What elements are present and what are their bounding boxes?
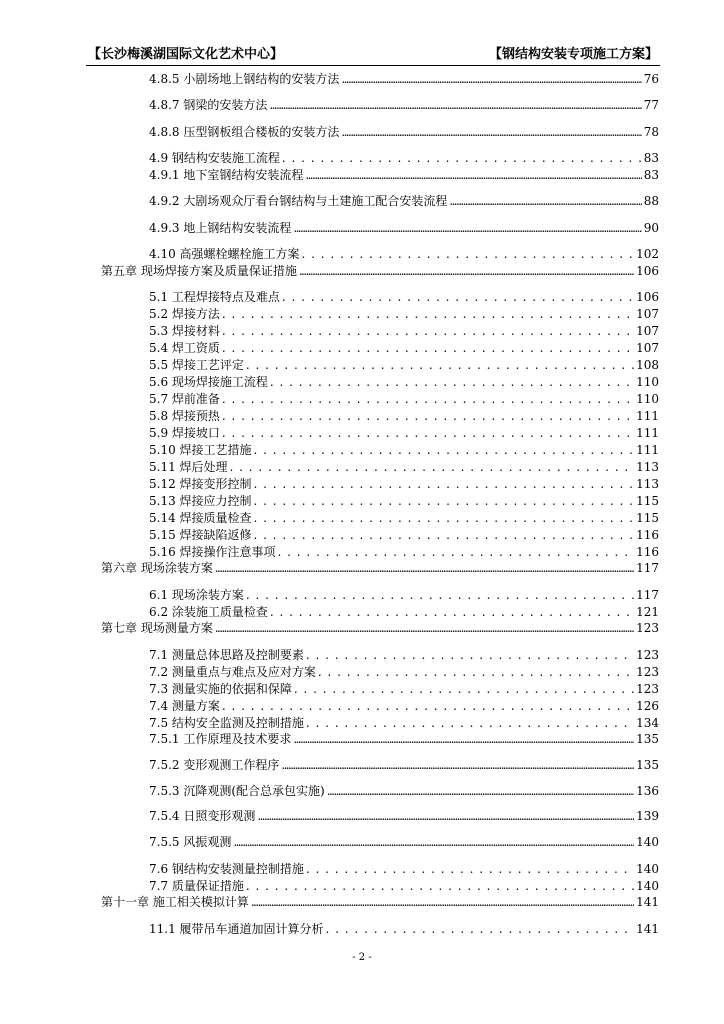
toc-leader xyxy=(254,442,635,458)
toc-entry-title: 4.9 钢结构安装施工流程 xyxy=(149,151,280,165)
toc-page-number: 123 xyxy=(636,682,659,696)
toc-leader xyxy=(299,263,634,279)
toc-entry[interactable] xyxy=(149,715,659,731)
toc-leader xyxy=(341,124,641,140)
toc-leader xyxy=(222,425,634,441)
toc-leader xyxy=(282,289,634,305)
toc-leader xyxy=(257,808,634,824)
toc-leader xyxy=(222,340,634,356)
toc-entry[interactable] xyxy=(149,124,659,140)
toc-entry[interactable] xyxy=(149,921,659,937)
toc-entry-title: 7.4 测量方案 xyxy=(149,699,220,713)
toc-entry-title: 5.8 焊接预热 xyxy=(149,409,220,423)
toc-page-number: 113 xyxy=(636,477,659,491)
toc-entry[interactable] xyxy=(149,544,659,560)
toc-entry[interactable] xyxy=(149,425,659,441)
toc-entry-title: 4.8.7 钢梁的安装方法 xyxy=(149,98,268,112)
toc-page-number: 115 xyxy=(636,511,659,525)
toc-leader xyxy=(270,604,634,620)
toc-page-number: 110 xyxy=(636,392,659,406)
toc-page-number: 108 xyxy=(636,358,659,372)
toc-entry[interactable] xyxy=(149,220,659,236)
toc-page-number: 111 xyxy=(636,409,659,423)
toc-page-number: 135 xyxy=(636,732,659,746)
toc-entry[interactable] xyxy=(149,783,659,799)
toc-leader xyxy=(449,193,641,209)
toc-entry-title: 5.6 现场焊接施工流程 xyxy=(149,375,268,389)
toc-page-number: 134 xyxy=(636,716,659,730)
toc-entry[interactable] xyxy=(149,604,659,620)
header-document-title: 【钢结构安装专项施工方案】 xyxy=(488,47,658,62)
toc-entry-title: 5.13 焊接应力控制 xyxy=(149,494,252,508)
toc-entry[interactable] xyxy=(149,878,659,894)
toc-chapter-entry[interactable] xyxy=(101,560,659,576)
toc-leader xyxy=(254,493,635,509)
toc-leader xyxy=(254,510,635,526)
toc-entry-title: 4.8.8 压型钢板组合楼板的安装方法 xyxy=(149,125,340,139)
toc-chapter-entry[interactable] xyxy=(101,263,659,279)
toc-entry-title: 7.5 结构安全监测及控制措施 xyxy=(149,716,304,730)
toc-page-number: 102 xyxy=(636,247,659,261)
toc-page-number: 83 xyxy=(643,151,659,165)
toc-entry-title: 7.5.4 日照变形观测 xyxy=(149,809,256,823)
toc-entry-title: 4.9.3 地上钢结构安装流程 xyxy=(149,221,292,235)
toc-entry[interactable] xyxy=(149,97,659,113)
toc-entry[interactable] xyxy=(149,408,659,424)
toc-leader xyxy=(302,246,635,262)
toc-page-number: 90 xyxy=(643,221,659,235)
toc-page-number: 88 xyxy=(643,194,659,208)
toc-entry[interactable] xyxy=(149,808,659,824)
toc-entry[interactable] xyxy=(149,587,659,603)
toc-entry-title: 4.9.1 地下室钢结构安装流程 xyxy=(149,168,304,182)
toc-page-number: 116 xyxy=(636,545,659,559)
toc-entry-title: 7.2 测量重点与难点及应对方案 xyxy=(149,665,316,679)
toc-entry[interactable] xyxy=(149,167,659,183)
toc-leader xyxy=(293,220,641,236)
toc-entry[interactable] xyxy=(149,861,659,877)
toc-page-number: 140 xyxy=(636,879,659,893)
toc-entry[interactable] xyxy=(149,150,659,166)
toc-leader xyxy=(222,391,634,407)
toc-page-number: 107 xyxy=(636,324,659,338)
toc-leader xyxy=(270,374,634,390)
toc-leader xyxy=(230,459,635,475)
toc-page-number: 140 xyxy=(636,862,659,876)
toc-leader xyxy=(305,167,641,183)
toc-entry-title: 5.5 焊接工艺评定 xyxy=(149,358,244,372)
toc-entry-title: 5.1 工程焊接特点及难点 xyxy=(149,290,280,304)
toc-entry-title: 6.2 涂装施工质量检查 xyxy=(149,605,268,619)
toc-entry-title: 第十一章 施工相关模拟计算 xyxy=(101,895,249,909)
toc-entry[interactable] xyxy=(149,323,659,339)
toc-entry-title: 7.3 测量实施的依据和保障 xyxy=(149,682,292,696)
toc-page-number: 117 xyxy=(636,561,659,575)
toc-page-number: 141 xyxy=(636,922,659,936)
toc-entry[interactable] xyxy=(149,476,659,492)
toc-page-number: 123 xyxy=(636,665,659,679)
toc-entry[interactable] xyxy=(149,834,659,850)
toc-page-number: 110 xyxy=(636,375,659,389)
toc-leader xyxy=(278,544,635,560)
toc-leader xyxy=(269,97,641,113)
toc-entry[interactable] xyxy=(149,459,659,475)
toc-page-number: 135 xyxy=(636,758,659,772)
toc-entry[interactable] xyxy=(149,340,659,356)
toc-leader xyxy=(326,921,635,937)
toc-page-number: 76 xyxy=(643,72,659,86)
toc-leader xyxy=(222,408,634,424)
toc-chapter-entry[interactable] xyxy=(101,620,659,636)
toc-leader xyxy=(306,647,634,663)
toc-entry[interactable] xyxy=(149,647,659,663)
toc-entry[interactable] xyxy=(149,698,659,714)
toc-entry-title: 5.9 焊接坡口 xyxy=(149,426,220,440)
toc-entry[interactable] xyxy=(149,527,659,543)
toc-entry[interactable] xyxy=(149,306,659,322)
toc-leader xyxy=(254,476,635,492)
toc-page-number: 123 xyxy=(636,648,659,662)
toc-leader xyxy=(318,664,634,680)
toc-entry-title: 5.14 焊接质量检查 xyxy=(149,511,252,525)
toc-entry[interactable] xyxy=(149,681,659,697)
toc-entry[interactable] xyxy=(149,757,659,773)
toc-page-number: 117 xyxy=(636,588,659,602)
toc-page-number: 106 xyxy=(636,290,659,304)
toc-leader xyxy=(222,698,634,714)
toc-leader xyxy=(341,71,641,87)
toc-entry-title: 第五章 现场焊接方案及质量保证措施 xyxy=(101,264,297,278)
toc-entry-title: 6.1 现场涂装方案 xyxy=(149,588,244,602)
toc-entry-title: 4.10 高强螺栓螺栓施工方案 xyxy=(149,247,300,261)
toc-page-number: 140 xyxy=(636,835,659,849)
toc-entry-title: 5.2 焊接方法 xyxy=(149,307,220,321)
toc-leader xyxy=(246,357,634,373)
toc-entry[interactable] xyxy=(149,493,659,509)
toc-entry-title: 5.3 焊接材料 xyxy=(149,324,220,338)
toc-leader xyxy=(293,731,634,747)
toc-leader xyxy=(233,834,634,850)
toc-page-number: 121 xyxy=(636,605,659,619)
toc-page-number: 116 xyxy=(636,528,659,542)
toc-page-number: 141 xyxy=(636,895,659,909)
toc-page-number: 77 xyxy=(643,98,659,112)
toc-entry-title: 7.5.1 工作原理及技术要求 xyxy=(149,732,292,746)
toc-entry-title: 5.12 焊接变形控制 xyxy=(149,477,252,491)
toc-leader xyxy=(254,527,635,543)
toc-page-number: 111 xyxy=(636,426,659,440)
toc-leader xyxy=(222,306,634,322)
toc-page-number: 107 xyxy=(636,341,659,355)
toc-leader xyxy=(215,620,634,636)
toc-entry[interactable] xyxy=(149,664,659,680)
toc-entry-title: 4.8.5 小剧场地上钢结构的安装方法 xyxy=(149,72,340,86)
toc-entry-title: 7.1 测量总体思路及控制要素 xyxy=(149,648,304,662)
toc-entry-title: 5.7 焊前准备 xyxy=(149,392,220,406)
toc-page-number: 136 xyxy=(636,784,659,798)
toc-entry-title: 7.5.2 变形观测工作程序 xyxy=(149,758,280,772)
toc-page-number: 111 xyxy=(636,443,659,457)
toc-entry[interactable] xyxy=(149,391,659,407)
toc-entry-title: 5.10 焊接工艺措施 xyxy=(149,443,252,457)
toc-entry[interactable] xyxy=(149,731,659,747)
toc-entry[interactable] xyxy=(149,510,659,526)
toc-entry[interactable] xyxy=(149,71,659,87)
toc-leader xyxy=(246,878,634,894)
header-project-title: 【长沙梅溪湖国际文化艺术中心】 xyxy=(88,47,284,62)
toc-entry-title: 4.9.2 大剧场观众厅看台钢结构与土建施工配合安装流程 xyxy=(149,194,448,208)
toc-entry[interactable] xyxy=(149,374,659,390)
toc-entry-title: 7.5.3 沉降观测(配合总承包实施) xyxy=(149,784,325,798)
toc-entry-title: 5.4 焊工资质 xyxy=(149,341,220,355)
toc-page-number: 78 xyxy=(643,125,659,139)
page-number-footer: - 2 - xyxy=(352,952,372,963)
toc-leader xyxy=(306,861,634,877)
toc-entry[interactable] xyxy=(149,357,659,373)
toc-page-number: 83 xyxy=(643,168,659,182)
toc-page-number: 113 xyxy=(636,460,659,474)
page-header xyxy=(86,41,660,66)
toc-entry-title: 7.7 质量保证措施 xyxy=(149,879,244,893)
toc-chapter-entry[interactable] xyxy=(101,894,659,910)
toc-leader xyxy=(281,757,634,773)
toc-entry-title: 第六章 现场涂装方案 xyxy=(101,561,213,575)
toc-page-number: 123 xyxy=(636,621,659,635)
toc-entry-title: 5.11 焊后处理 xyxy=(149,460,228,474)
toc-page-number: 126 xyxy=(636,699,659,713)
toc-leader xyxy=(306,715,634,731)
toc-entry[interactable] xyxy=(149,442,659,458)
toc-page-number: 115 xyxy=(636,494,659,508)
toc-page-number: 139 xyxy=(636,809,659,823)
toc-leader xyxy=(282,150,642,166)
toc-entry[interactable] xyxy=(149,246,659,262)
toc-leader xyxy=(215,560,634,576)
toc-entry-title: 5.15 焊接缺陷返修 xyxy=(149,528,252,542)
toc-entry-title: 7.6 钢结构安装测量控制措施 xyxy=(149,862,304,876)
toc-page-number: 106 xyxy=(636,264,659,278)
toc-entry-title: 5.16 焊接操作注意事项 xyxy=(149,545,276,559)
toc-entry-title: 11.1 履带吊车通道加固计算分析 xyxy=(149,922,324,936)
toc-leader xyxy=(246,587,634,603)
toc-page-number: 107 xyxy=(636,307,659,321)
toc-leader xyxy=(294,681,634,697)
toc-entry-title: 第七章 现场测量方案 xyxy=(101,621,213,635)
toc-entry[interactable] xyxy=(149,193,659,209)
toc-entry-title: 7.5.5 风振观测 xyxy=(149,835,232,849)
toc-leader xyxy=(251,894,634,910)
toc-leader xyxy=(327,783,634,799)
toc-leader xyxy=(222,323,634,339)
toc-entry[interactable] xyxy=(149,289,659,305)
